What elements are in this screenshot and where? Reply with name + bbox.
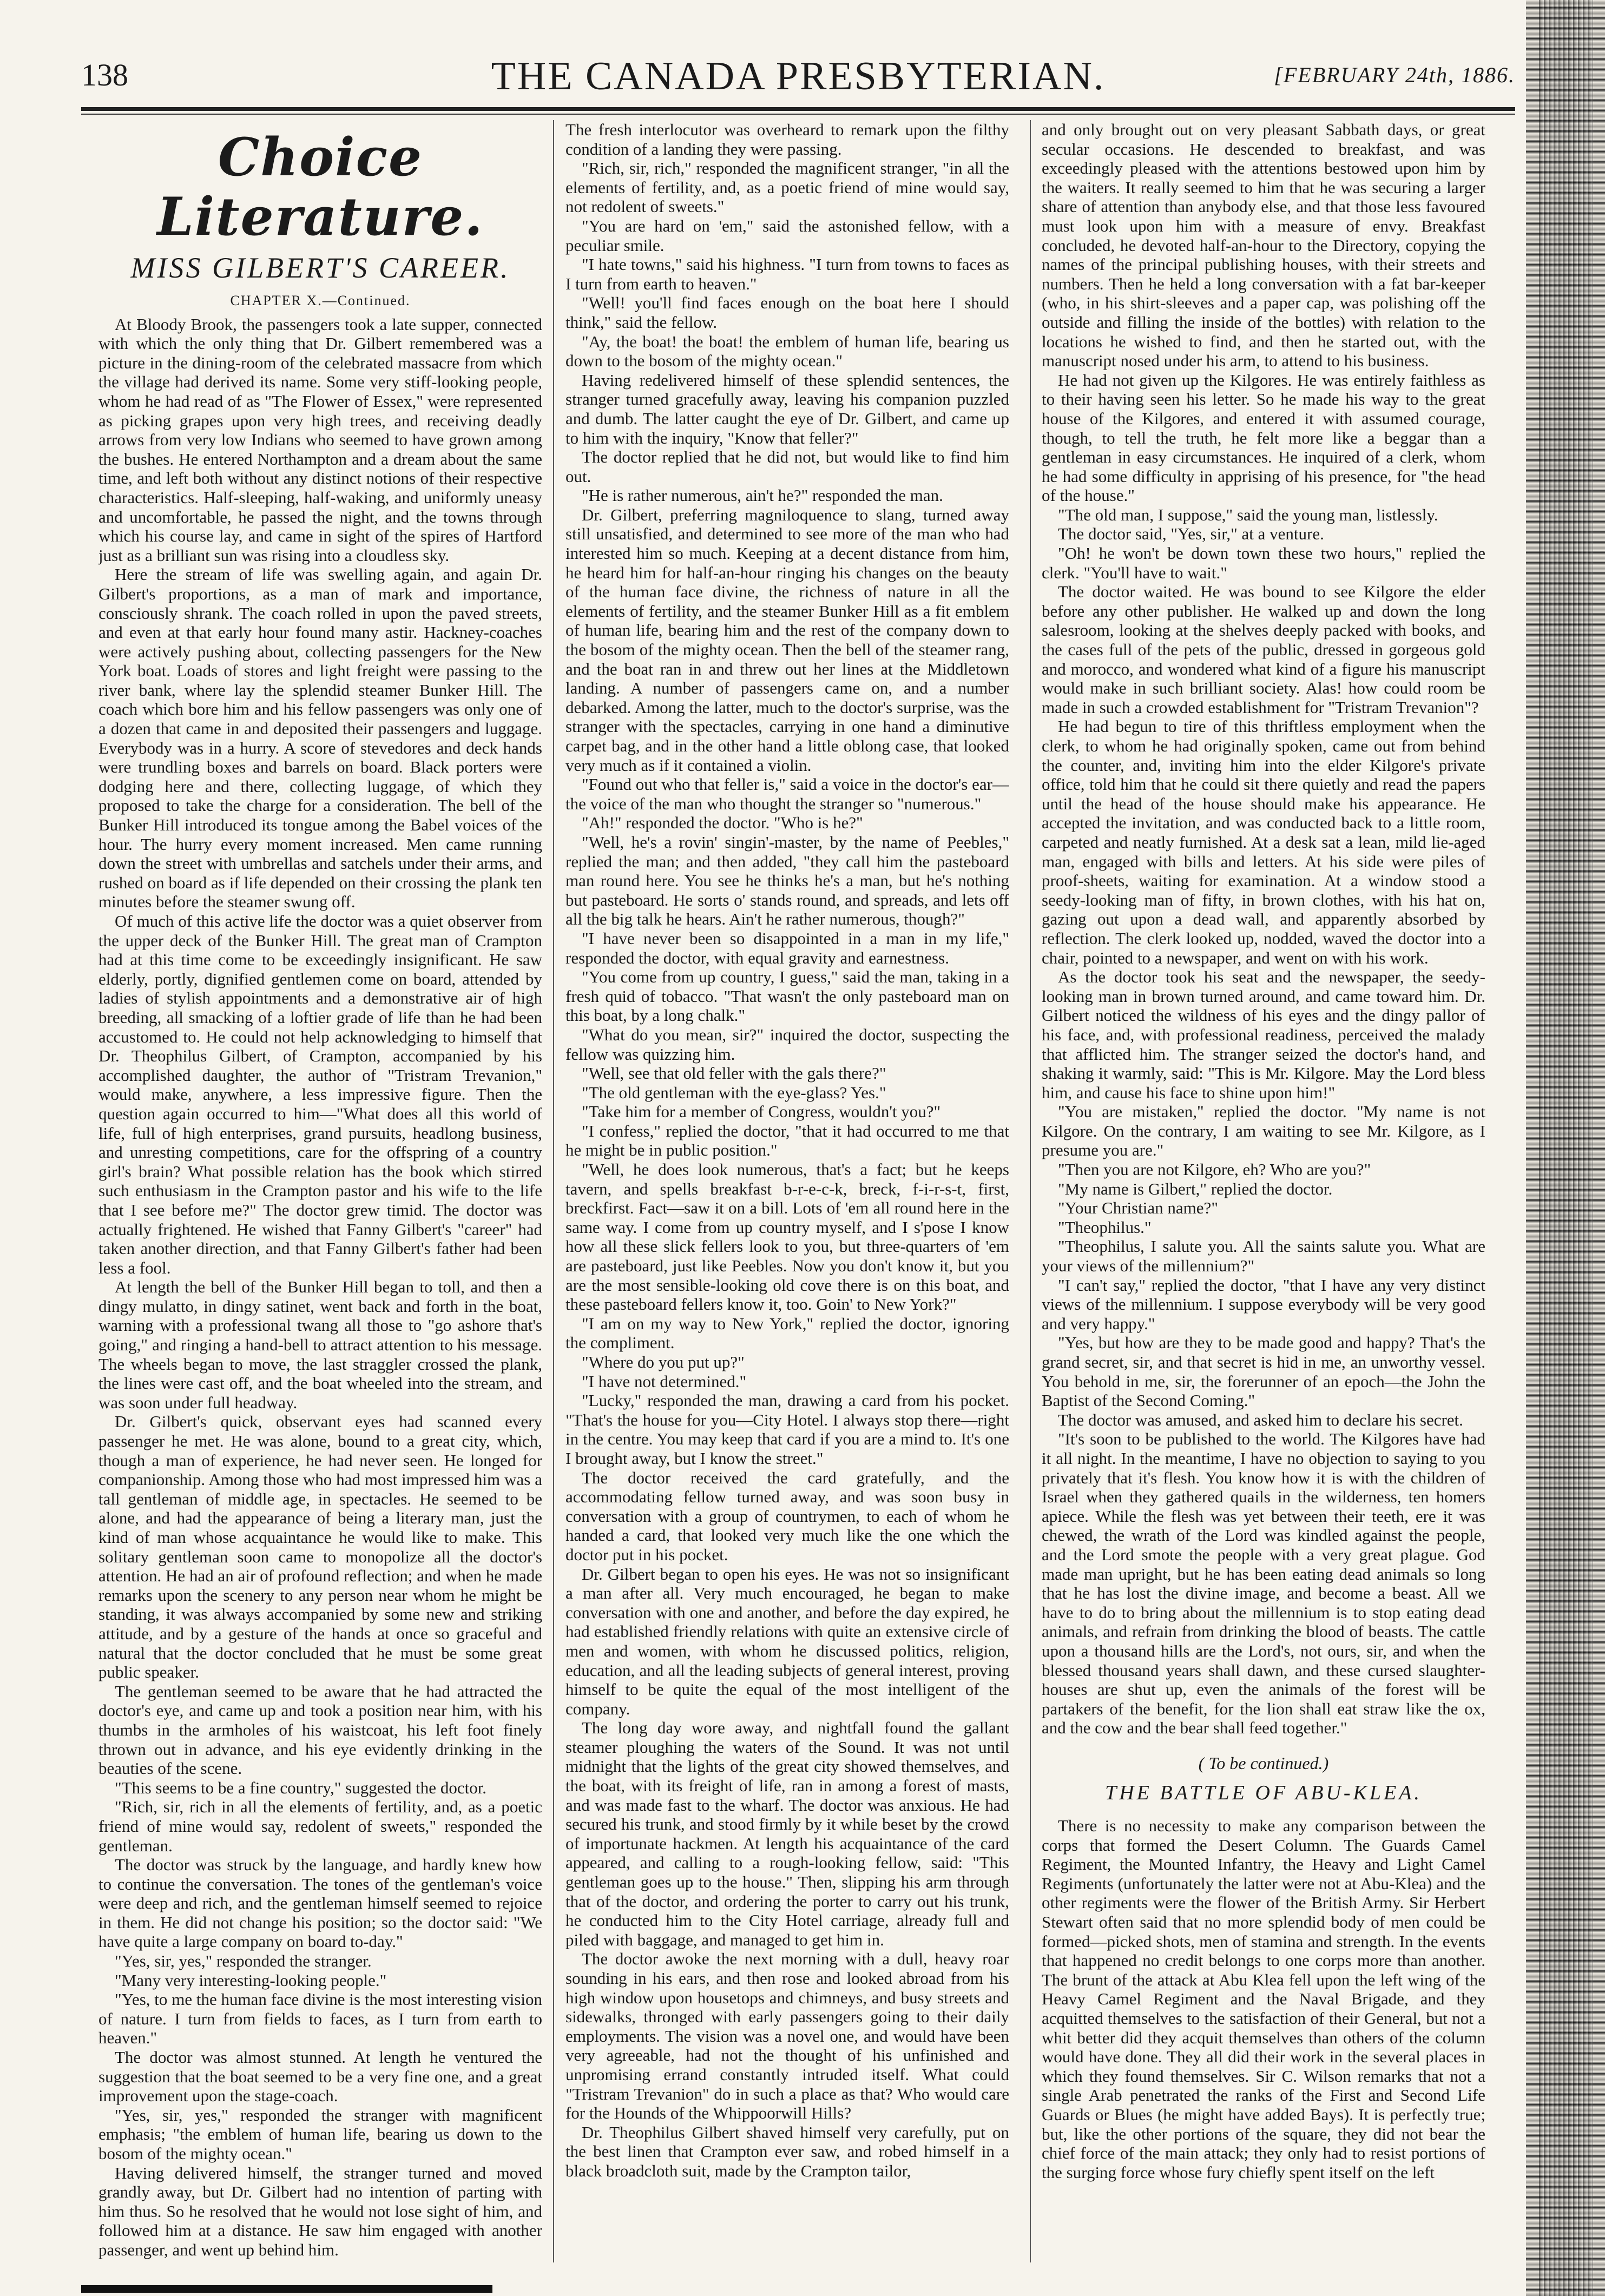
paragraph: "Well, he's a rovin' singin'-master, by the name of Peebles," replied the man; and then added, "they call him the pasteboard man round here. You see he thinks he's a man, but he's nothing but pasteboard. He sorts o' stands round, and spreads, and lets off all the big talk he hears. Ain't he rather numerous, though?" (565, 832, 1009, 929)
paper-title: THE CANADA PRESBYTERIAN. (491, 54, 1106, 98)
paragraph: "Rich, sir, rich," responded the magnificent stranger, "in all the elements of fertility, and, as a poetic friend of mine would say, not redolent of sweets." (565, 159, 1009, 216)
paragraph: "My name is Gilbert," replied the doctor. (1058, 1179, 1333, 1198)
issue-date: [FEBRUARY 24th, 1886. (1274, 63, 1515, 87)
column-2 (565, 120, 1009, 2262)
paragraph: "Then you are not Kilgore, eh? Who are you?" (1058, 1160, 1371, 1179)
paragraph: "Take him for a member of Congress, wouldn't you?" (582, 1102, 941, 1121)
paragraph: At length the bell of the Bunker Hill began to toll, and then a dingy mulatto, in dingy satinet, went back and forth in the boat, warning with a professional twang all those to "go ashore that's going," and ringing a hand-bell to attract attention to his message. The wheels began to move, the last straggler crossed the plank, the lines were cast off, and the boat wheeled into the stream, and was soon under full headway. (98, 1277, 542, 1412)
paragraph: "He is rather numerous, ain't he?" responded the man. (582, 486, 943, 505)
masthead (81, 54, 1515, 111)
paragraph: "Well, see that old feller with the gals there?" (582, 1064, 886, 1083)
paragraph: and only brought out on very pleasant Sabbath days, or great secular occasions. He descended to breakfast, and was exceedingly pleased with the attentions bestowed upon him by the waiters. It really seemed to him that he was securing a larger share of attention than anybody else, and that those less favoured must look upon him with a measure of envy. Breakfast concluded, he devoted half-an-hour to the Directory, copying the names of the principal publishing houses, with their streets and numbers. Then he held a long conversation with a fat bar-keeper (who, in his shirt-sleeves and a paper cap, was polishing off the outside and filling the inside of the bottles) with relation to the locations he wished to find, and then he started out, with the manuscript nosed under his arm, to attend to his business. (1042, 120, 1485, 371)
column-3-body (1042, 120, 1485, 1738)
column-1 (98, 120, 542, 2262)
paragraph: Dr. Gilbert's quick, observant eyes had scanned every passenger he met. He was alone, bound to a great city, which, though a man of experience, he had never seen. He longed for companionship. Among those who had most impressed him was a tall gentleman of middle age, in spectacles. He seemed to be alone, and had the appearance of being a literary man, just the kind of man whose acquaintance he would like to make. This solitary gentleman soon came to monopolize all the doctor's attention. He had an air of profound reflection; and when he made remarks upon the scenery to any person near whom he might be standing, it was always accompanied by some new and striking attitude, and by a gesture of the hands at once so graceful and natural that the doctor concluded that he must be some great public speaker. (98, 1412, 542, 1682)
paragraph: He had not given up the Kilgores. He was entirely faithless as to their having seen his letter. So he made his way to the great house of the Kilgores, and entered it with assumed courage, though, to tell the truth, he felt more like a beggar than a gentleman in easy circumstances. He inquired of a clerk, whom he had some difficulty in apprising of his presence, for "the head of the house." (1042, 370, 1485, 505)
paragraph: "Lucky," responded the man, drawing a card from his pocket. "That's the house for you—City Hotel. I always stop there—right in the centre. You may keep that card if you are a mind to. It's one I brought away, but I know the street." (565, 1391, 1009, 1468)
paragraph: The doctor replied that he did not, but would like to find him out. (565, 447, 1009, 486)
column-2-body (565, 120, 1009, 2181)
section-heading: Choice Literature. (157, 127, 484, 247)
paragraph: Dr. Gilbert, preferring magniloquence to slang, turned away still unsatisfied, and determined to see more of the man who had interested him so much. Keeping at a decent distance from him, he heard him for half-an-hour ringing his changes on the beauty of the human face divine, the richness of nature in all the elements of fertility, and the steamer Bunker Hill as a fit emblem of human life, bearing him and the rest of the company down to the bosom of the mighty ocean. Then the bell of the steamer rang, and the boat ran in and threw out her lines at the Middletown landing. A number of passengers came on, and a number debarked. Among the latter, much to the doctor's surprise, was the stranger with the spectacles, carrying in one hand a diminutive carpet bag, and in the other hand a little oblong case, that looked very much as if it contained a violin. (565, 505, 1009, 775)
paragraph: "I am on my way to New York," replied the doctor, ignoring the compliment. (565, 1314, 1009, 1352)
paragraph: "Well, he does look numerous, that's a fact; but he keeps tavern, and spells breakfast b-r-e-c-k, breck, f-i-r-s-t, first, breckfirst. Fact—saw it on a bill. Lots of 'em all round here in the same way. I come from up country myself, and I s'pose I know how all these slick fellers look to you, but three-quarters of 'em are pasteboard, just like Peebles. Now you don't know it, but you are the most sensible-looking old cove there is on this boat, and these pasteboard fellers know it, too. Goin' to New York?" (565, 1160, 1009, 1314)
page-number: 138 (81, 57, 128, 93)
paragraph: "What do you mean, sir?" inquired the doctor, suspecting the fellow was quizzing him. (565, 1025, 1009, 1064)
paragraph: "Yes, sir, yes," responded the stranger with magnificent emphasis; "the emblem of human life, bearing us down to the bosom of the mighty ocean." (98, 2105, 542, 2163)
paragraph: The doctor received the card gratefully, and the accommodating fellow turned away, and was soon busy in conversation with a group of countrymen, to each of whom he handed a card, that looked very much like the one which the doctor put in his pocket. (565, 1468, 1009, 1564)
paragraph: He had begun to tire of this thriftless employment when the clerk, to whom he had originally spoken, came out from behind the counter, and, inviting him into the elder Kilgore's private office, told him that he could sit there quietly and read the papers until the head of the house should make his appearance. He accepted the invitation, and was conducted back to a little room, carpeted and neatly furnished. At a desk sat a lean, mild lie-aged man, engaged with bills and letters. At his side were piles of proof-sheets, waiting for examination. At a window stood a seedy-looking man of fifty, in brown clothes, with his hat on, gazing out upon a dead wall, and apparently absorbed by reflection. The clerk looked up, nodded, waved the doctor into a chair, pointed to a newspaper, and went on with his work. (1042, 717, 1485, 967)
masthead-rule-thin (81, 114, 1515, 115)
column-divider (553, 120, 554, 2262)
paragraph: "Theophilus, I salute you. All the saints salute you. What are your views of the millennium?" (1042, 1237, 1485, 1276)
paragraph: "The old gentleman with the eye-glass? Yes." (582, 1083, 886, 1102)
paragraph: "Rich, sir, rich in all the elements of fertility, and, as a poetic friend of mine would say, redolent of sweets," responded the gentleman. (98, 1797, 542, 1855)
paragraph: "Theophilus." (1058, 1217, 1152, 1237)
paragraph: The doctor was struck by the language, and hardly knew how to continue the conversation. The tones of the gentleman's voice were deep and rich, and the gentleman himself seemed to rejoice in them. He did not change his position; so the doctor said: "We have quite a large company on board to-day." (98, 1855, 542, 1951)
paragraph: Dr. Gilbert began to open his eyes. He was not so insignificant a man after all. Very much encouraged, he began to make conversation with one and another, and before the day expired, he had established friendly relations with quite an extensive circle of men and women, with whom he discussed politics, religion, education, and all the leading subjects of general interest, proving himself to be quite the equal of the most intelligent of the company. (565, 1564, 1009, 1718)
paragraph: "It's soon to be published to the world. The Kilgores have had it all night. In the meantime, I have no objection to saying to you privately that it's flesh. You know how it is with the children of Israel when they gathered quails in the wilderness, ten homers apiece. While the flesh was yet between their teeth, ere it was chewed, the wrath of the Lord was kindled against the people, and the Lord smote the people with a very great plague. God made man upright, but he has been eating dead animals so long that he has lost the divine image, and become a beast. All we have to do to bring about the millennium is to stop eating dead animals, and refrain from drinking the blood of beasts. The cattle upon a thousand hills are the Lord's, not ours, sir, and when the blessed thousand years shall dawn, and these cursed slaughter-houses are shut up, even the animals of the forest will be partakers of the benefit, for the lion shall eat straw like the ox, and the cow and the bear shall feed together." (1042, 1429, 1485, 1738)
paragraph: "Ah!" responded the doctor. "Who is he?" (582, 813, 863, 833)
paragraph: Dr. Theophilus Gilbert shaved himself very carefully, put on the best linen that Crampton ever saw, and robed himself in a black broadcloth suit, made by the Crampton tailor, (565, 2122, 1009, 2180)
paragraph: "Where do you put up?" (582, 1352, 745, 1371)
paragraph: "Found out who that feller is," said a voice in the doctor's ear—the voice of the man who thought the stranger so "numerous." (565, 775, 1009, 813)
paragraph: "Yes, to me the human face divine is the most interesting vision of nature. I turn from fields to faces, as I turn from earth to heaven." (98, 1990, 542, 2048)
to-be-continued: ( To be continued.) (1198, 1753, 1329, 1773)
paragraph: "Well! you'll find faces enough on the boat here I should think," said the fellow. (565, 293, 1009, 332)
battle-article-body (1042, 1816, 1485, 2182)
article-title-battle: THE BATTLE OF ABU-KLEA. (1105, 1782, 1422, 1805)
paragraph: "I have not determined." (582, 1371, 747, 1391)
paragraph: The fresh interlocutor was overheard to remark upon the filthy condition of a landing they were passing. (565, 120, 1009, 159)
paragraph: "I have never been so disappointed in a man in my life," responded the doctor, with equal gravity and earnestness. (565, 928, 1009, 967)
paragraph: Of much of this active life the doctor was a quiet observer from the upper deck of the Bunker Hill. The great man of Crampton had at this time come to be exceedingly insignificant. He saw elderly, portly, dignified gentlemen come on board, attended by ladies of stylish appointments and a demonstrative air of high breeding, all smacking of a loftier grade of life than he had been accustomed to. He could not help acknowledging to himself that Dr. Theophilus Gilbert, of Crampton, accompanied by his accomplished daughter, the author of "Tristram Trevanion," would make, anywhere, a less impressive figure. Then the question again occurred to him—"What does all this world of life, full of high enterprises, grand pursuits, headlong business, and unresting competitions, care for the offspring of a country girl's brain? What possible relation has the book which stirred such enthusiasm in the Crampton pastor and his wife to the life that I see before me?" The doctor grew timid. The doctor was actually frightened. He wished that Fanny Gilbert's "career" had taken another direction, and that Fanny Gilbert's father had been less a fool. (98, 912, 542, 1277)
paragraph: The long day wore away, and nightfall found the gallant steamer ploughing the waters of the Sound. It was not until midnight that the lights of the great city showed themselves, and the boat, with its freight of life, ran in among a forest of masts, and was made fast to the wharf. The doctor was anxious. He had secured his trunk, and stood firmly by it while beset by the crowd of importunate hackmen. At length his acquaintance of the card appeared, and calling to a rough-looking fellow, said: "This gentleman goes up to the house." Then, slipping his arm through that of the doctor, and ordering the porter to carry out his trunk, he conducted him to the City Hotel carriage, already full and piled with baggage, and managed to get him in. (565, 1718, 1009, 1949)
paragraph: "You are hard on 'em," said the astonished fellow, with a peculiar smile. (565, 216, 1009, 255)
paragraph: As the doctor took his seat and the newspaper, the seedy-looking man in brown turned around, and came toward him. Dr. Gilbert noticed the wildness of his eyes and the dingy pallor of his face, and, with professional readiness, perceived the malady that afflicted him. The stranger seized the doctor's hand, and shaking it warmly, said: "This is Mr. Kilgore. May the Lord bless him, and cause his face to shine upon him!" (1042, 967, 1485, 1102)
column-3 (1042, 120, 1485, 2262)
paragraph: Here the stream of life was swelling again, and again Dr. Gilbert's proportions, as a man of mark and importance, consciously shrank. The coach rolled in upon the paved streets, and even at that early hour found many astir. Hackney-coaches were actively pushing about, collecting passengers for the New York boat. Loads of stores and light freight were passing to the river bank, where lay the splendid steamer Bunker Hill. The coach which bore him and his fellow passengers was only one of a dozen that came in and deposited their passengers and luggage. Everybody was in a hurry. A score of stevedores and deck hands were trundling boxes and barrels on board. Black porters were dodging here and there, collecting luggage, of which they proposed to take the charge for a consideration. The bell of the Bunker Hill introduced its tongue among the Babel voices of the hour. The hurry every moment increased. Men came running down the street with umbrellas and satchels under their arms, and rushed on board as if life depended on their crossing the plank ten minutes before the steamer swung off. (98, 565, 542, 912)
column-divider (1030, 120, 1031, 2262)
paragraph: "Ay, the boat! the boat! the emblem of human life, bearing us down to the bosom of the mighty ocean." (565, 332, 1009, 371)
paragraph: "Oh! he won't be down town these two hours," replied the clerk. "You'll have to wait." (1042, 544, 1485, 582)
paragraph: Having redelivered himself of these splendid sentences, the stranger turned gracefully away, leaving his companion puzzled and dumb. The latter caught the eye of Dr. Gilbert, and came up to him with the inquiry, "Know that feller?" (565, 370, 1009, 447)
paragraph: "The old man, I suppose," said the young man, listlessly. (1058, 505, 1438, 524)
paragraph: The doctor was amused, and asked him to declare his secret. (1058, 1410, 1463, 1429)
paragraph: There is no necessity to make any comparison between the corps that formed the Desert Column. The Guards Camel Regiment, the Mounted Infantry, the Heavy and Light Camel Regiments (unfortunately the latter were not at Abu-Klea) and the other regiments were the flower of the British Army. Sir Herbert Stewart often said that no more splendid body of men could be formed—picked shots, men of stamina and strength. In the events that happened no credit belongs to one corps more than another. The brunt of the attack at Abu Klea fell upon the left wing of the Heavy Camel Regiment and the Naval Brigade, and they acquitted themselves to the satisfaction of their General, but not a whit better did they acquit themselves than others of the column would have done. They all did their work in the several places in which they found themselves. Sir C. Wilson remarks that not a single Arab penetrated the ranks of the First and Second Life Guards or Blues (he might have added Bays). It is perfectly true; but, like the other portions of the square, they did not bear the chief force of the main attack; they only had to resist portions of the surging force whose fury chiefly spent itself on the left (1042, 1816, 1485, 2182)
paragraph: The doctor waited. He was bound to see Kilgore the elder before any other publisher. He walked up and down the long salesroom, looking at the shelves deeply packed with books, and the cases full of the pets of the public, dressed in gorgeous gold and morocco, and wondered what kind of a figure his manuscript would make in such brilliant society. Alas! how could room be made in such a crowded establishment for "Tristram Trevanion"? (1042, 582, 1485, 717)
column-1-body (98, 315, 542, 2260)
bottom-bar (81, 2285, 492, 2293)
scan-edge-strip (1526, 0, 1605, 2296)
paragraph: The gentleman seemed to be aware that he had attracted the doctor's eye, and came up and took a position near him, with his thumbs in the armholes of his waistcoat, his left foot finely thrown out in advance, and his eye evidently drinking in the beauties of the scene. (98, 1681, 542, 1778)
story-title: MISS GILBERT'S CAREER. (130, 252, 510, 284)
paragraph: "You are mistaken," replied the doctor. "My name is not Kilgore. On the contrary, I am waiting to see Mr. Kilgore, as I presume you are." (1042, 1102, 1485, 1160)
paragraph: "I confess," replied the doctor, "that it had occurred to me that he might be in public position." (565, 1121, 1009, 1160)
paragraph: The doctor awoke the next morning with a dull, heavy roar sounding in his ears, and then rose and looked abroad from his high window upon housetops and chimneys, and busy streets and sidewalks, thronged with early passengers going to their daily employments. The vision was a novel one, and would have been very agreeable, had not the thought of his unfinished and unpromising errand constantly intruded itself. What could "Tristram Trevanion" do in such a place as that? Who would care for the Hounds of the Whippoorwill Hills? (565, 1949, 1009, 2123)
paragraph: "Yes, sir, yes," responded the stranger. (115, 1951, 372, 1971)
paragraph: "Yes, but how are they to be made good and happy? That's the grand secret, sir, and that secret is hid in me, an unworthy vessel. You behold in me, sir, the forerunner of an epoch—the John the Baptist of the Second Coming." (1042, 1333, 1485, 1410)
paragraph: "You come from up country, I guess," said the man, taking in a fresh quid of tobacco. "That wasn't the only pasteboard man on this boat, by a long chalk." (565, 967, 1009, 1025)
masthead-rule-thick (81, 107, 1515, 111)
paragraph: The doctor was almost stunned. At length he ventured the suggestion that the boat seemed to be a very fine one, and a great improvement upon the stage-coach. (98, 2048, 542, 2106)
paragraph: "I hate towns," said his highness. "I turn from towns to faces as I turn from earth to heaven." (565, 255, 1009, 293)
paragraph: "Your Christian name?" (1058, 1198, 1218, 1218)
paragraph: "I can't say," replied the doctor, "that I have any very distinct views of the millennium. I suppose everybody will be very good and very happy." (1042, 1275, 1485, 1333)
paragraph: "This seems to be a fine country," suggested the doctor. (115, 1778, 487, 1797)
paragraph: At Bloody Brook, the passengers took a late supper, connected with which the only thing that Dr. Gilbert remembered was a picture in the dining-room of the celebrated massacre from which the village had derived its name. Some very stiff-looking people, whom he had read of as "The Flower of Essex," were represented as picking grapes upon very high trees, and receiving deadly arrows from very low Indians who seemed to have grown among the bushes. He entered Northampton and a dream about the same time, and left both without any distinct notions of their respective characteristics. Half-sleeping, half-waking, and uniformly uneasy and uncomfortable, he passed the night, and the towns through which his course lay, and came in sight of the spires of Hartford just as a brilliant sun was rising into a cloudless sky. (98, 314, 542, 565)
paragraph: The doctor said, "Yes, sir," at a venture. (1058, 524, 1324, 544)
chapter-label: CHAPTER X.—Continued. (230, 293, 411, 308)
paragraph: Having delivered himself, the stranger turned and moved grandly away, but Dr. Gilbert had no intention of parting with him thus. So he resolved that he would not lose sight of him, and followed him at a distance. He saw him engaged with another passenger, and went up behind him. (98, 2163, 542, 2259)
paragraph: "Many very interesting-looking people." (115, 1970, 387, 1990)
